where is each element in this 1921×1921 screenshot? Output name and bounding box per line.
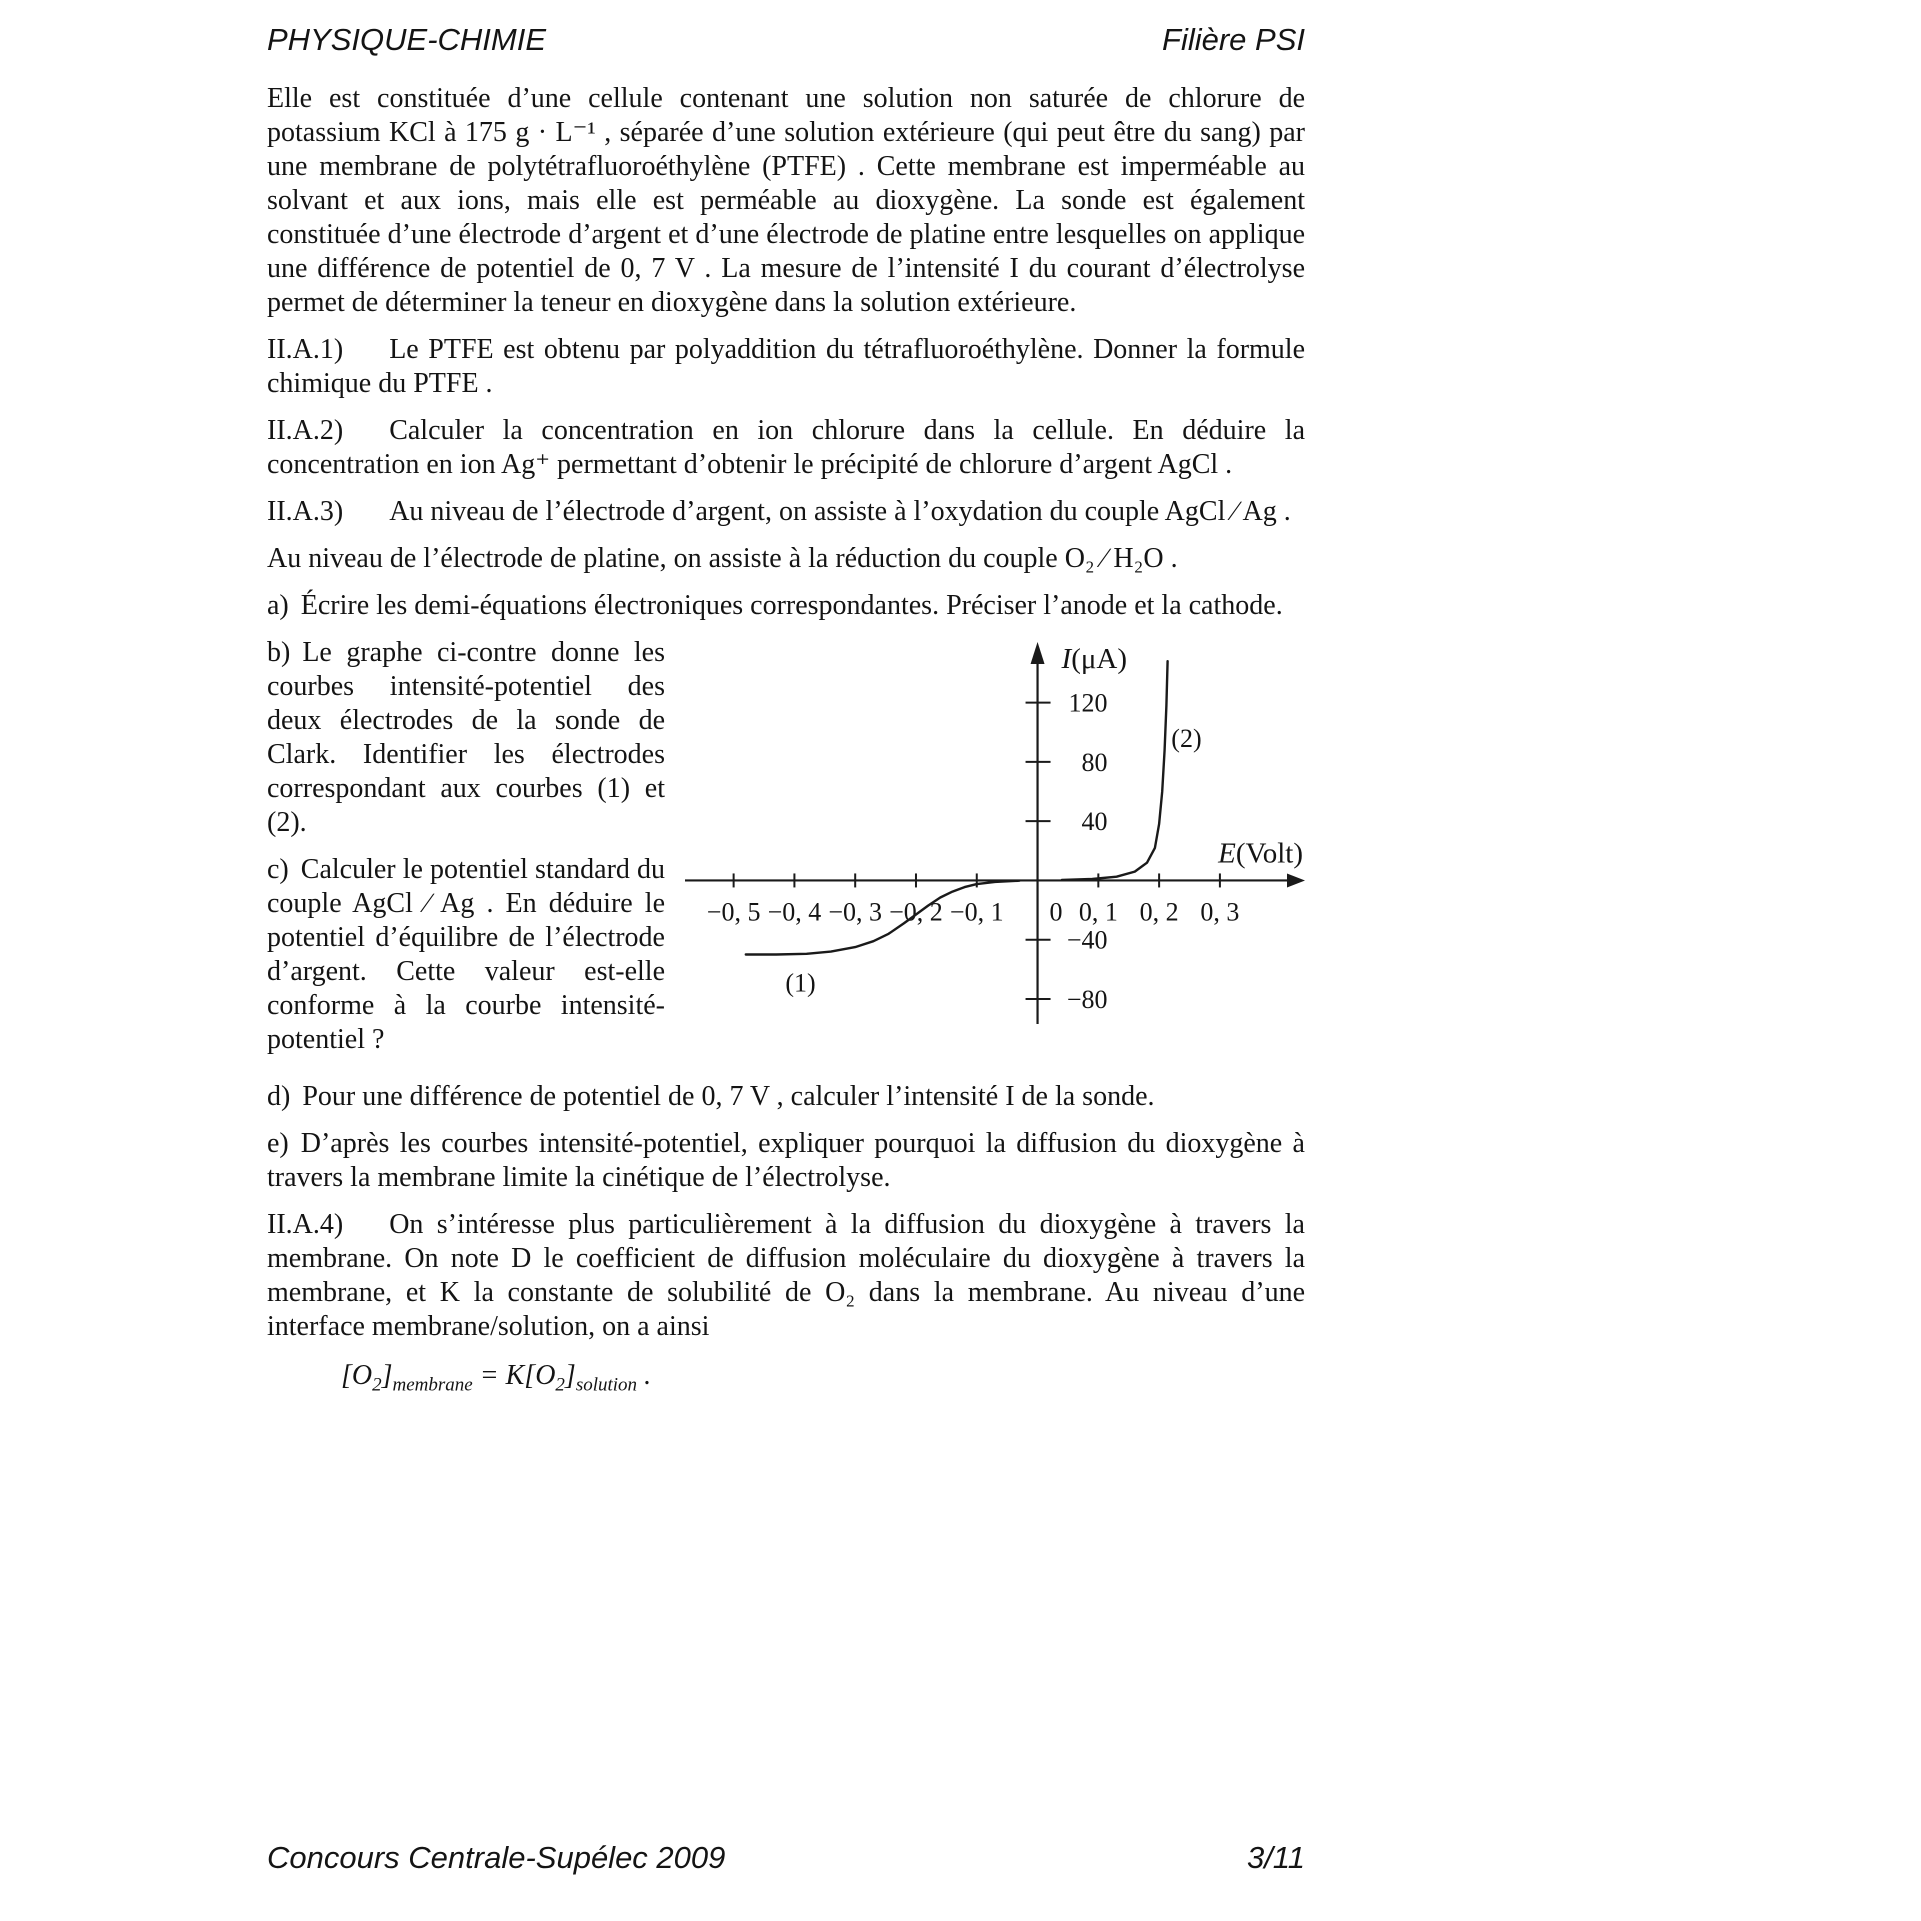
page-header: [267, 22, 1305, 58]
y-axis-label: I(μA): [1061, 643, 1128, 675]
question-text: Le graphe ci-contre donne les courbes intensité-potentiel des deux électrodes de la sonde de Clark. Identifier les électrodes correspondant aux courbes (1) et (2).: [267, 637, 665, 838]
question-text: Calculer le potentiel standard du couple AgCl ∕ Ag . En déduire le potentiel d’équilibre de l’électrode d’argent. Cette valeur est-elle conforme à la courbe intensité-potentiel ?: [267, 854, 665, 1055]
question-label: b): [267, 637, 291, 668]
page-content: [267, 22, 1305, 1397]
equation-token: = K[O: [472, 1360, 556, 1391]
question-label: e): [267, 1128, 289, 1159]
question-II-A-2: [267, 414, 1305, 482]
question-II-A-3: [267, 495, 1305, 529]
y-tick-label: 120: [1068, 688, 1108, 718]
equation-token: [O: [341, 1360, 373, 1391]
question-e: [267, 1127, 1305, 1195]
x-tick-label: −0, 1: [949, 897, 1004, 927]
x-tick-label: 0, 1: [1078, 897, 1118, 927]
x-tick-label: 0, 3: [1200, 897, 1240, 927]
x-axis-arrow-icon: [1287, 873, 1305, 887]
equation-subscript: membrane: [392, 1374, 473, 1396]
equation-token: ]: [564, 1360, 576, 1391]
x-tick-label: −0, 4: [767, 897, 822, 927]
header-filiere: Filière PSI: [1162, 22, 1305, 57]
question-text: Pour une différence de potentiel de 0, 7 V , calculer l’intensité I de la sonde.: [302, 1081, 1155, 1112]
paragraph-platinum: Au niveau de l’électrode de platine, on assiste à la réduction du couple O₂ ∕ H₂O .: [267, 543, 1178, 574]
y-tick-label: 80: [1081, 747, 1108, 777]
question-label: II.A.1): [267, 334, 344, 365]
equation-subscript: solution: [575, 1374, 638, 1396]
question-label: II.A.3): [267, 496, 344, 527]
curve-annotation: (1): [785, 968, 816, 998]
y-tick-label: −80: [1066, 984, 1108, 1014]
question-text: D’après les courbes intensité-potentiel, expliquer pourquoi la diffusion du dioxygène à travers la membrane limite la cinétique de l’électrolyse.: [267, 1128, 1305, 1193]
question-text: Au niveau de l’électrode d’argent, on assiste à l’oxydation du couple AgCl ∕ Ag .: [389, 496, 1291, 527]
question-b: [267, 636, 665, 840]
x-tick-label: −0, 5: [706, 897, 761, 927]
question-c: [267, 853, 665, 1057]
two-column-block: [267, 636, 1305, 1070]
question-text: Calculer la concentration en ion chlorure dans la cellule. En déduire la concentration en ion Ag⁺ permettant d’obtenir le précipité de chlorure d’argent AgCl .: [267, 415, 1305, 480]
x-tick-label: −0, 2: [889, 897, 943, 927]
question-text: Écrire les demi-équations électroniques correspondantes. Préciser l’anode et la cathode.: [300, 590, 1283, 621]
question-a: [267, 589, 1305, 623]
question-label: a): [267, 590, 289, 621]
intensity-potential-chart: [685, 636, 1305, 1036]
footer-exam-name: Concours Centrale-Supélec 2009: [267, 1840, 726, 1875]
y-tick-label: −40: [1066, 925, 1108, 955]
question-label: c): [267, 854, 289, 885]
footer-page-number: 3/11: [1246, 1840, 1305, 1875]
chart-column: [685, 636, 1305, 1041]
paragraph-intro: Elle est constituée d’une cellule contenant une solution non saturée de chlorure de potassium KCl à 175 g · L⁻¹ , séparée d’une solution extérieure (qui peut être du sang) par une membrane de polytétrafluoroéthylène (PTFE) . Cette membrane est imperméable au solvant et aux ions, mais elle est perméable au dioxygène. La sonde est également constituée d’une électrode d’argent et d’une électrode de platine entre lesquelles on applique une différence de potentiel de 0, 7 V . La mesure de l’intensité I du courant d’électrolyse permet de déterminer la teneur en dioxygène dans la solution extérieure.: [267, 83, 1305, 318]
question-label: II.A.4): [267, 1209, 344, 1240]
x-axis-label: E(Volt): [1218, 837, 1303, 870]
question-text: On s’intéresse plus particulièrement à la diffusion du dioxygène à travers la membrane. On note D le coefficient de diffusion moléculaire du dioxygène à travers la membrane, et K la constante de solubilité de O₂ dans la membrane. Au niveau d’une interface membrane/solution, on a ainsi: [267, 1209, 1305, 1342]
question-d: [267, 1080, 1305, 1114]
y-axis-arrow-icon: [1031, 642, 1045, 664]
question-text: Le PTFE est obtenu par polyaddition du tétrafluoroéthylène. Donner la formule chimique du PTFE .: [267, 334, 1305, 399]
question-II-A-4: [267, 1208, 1305, 1344]
x-tick-label: −0, 3: [828, 897, 883, 927]
left-column: [267, 636, 665, 1070]
equation-token: ]: [381, 1360, 393, 1391]
page-footer: [267, 1840, 1305, 1876]
equation-subscript: 2: [372, 1374, 382, 1396]
question-II-A-1: [267, 333, 1305, 401]
equation-o2-partition: [341, 1360, 1305, 1397]
equation-token: .: [637, 1360, 652, 1391]
question-label: d): [267, 1081, 291, 1112]
equation-subscript: 2: [555, 1374, 565, 1396]
question-label: II.A.2): [267, 415, 344, 446]
origin-label: 0: [1049, 897, 1063, 927]
header-subject: PHYSIQUE-CHIMIE: [267, 22, 547, 57]
x-tick-label: 0, 2: [1139, 897, 1179, 927]
curve-annotation: (2): [1171, 724, 1202, 754]
y-tick-label: 40: [1081, 807, 1108, 837]
